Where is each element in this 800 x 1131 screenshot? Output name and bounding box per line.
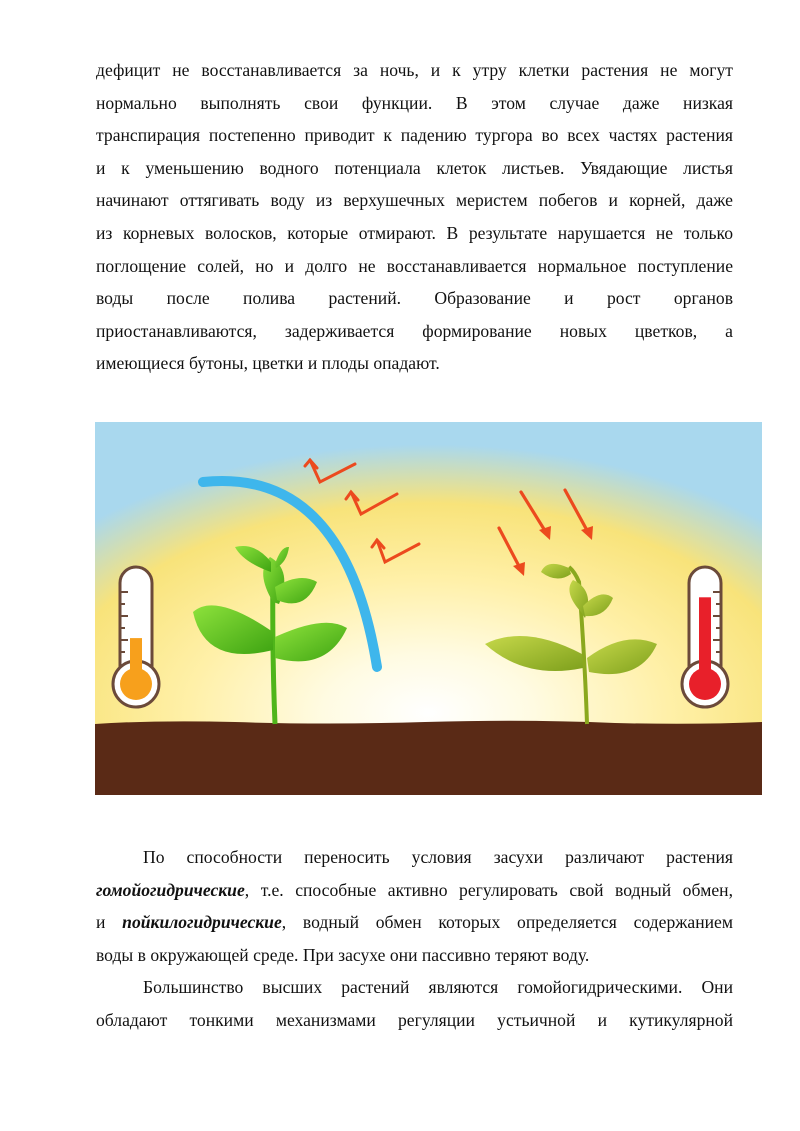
paragraph-line: По способности переносить условия засухи различают растения <box>143 847 733 867</box>
paragraph-line: транспирация постепенно приводит к падению тургора во всех частях растения <box>96 125 733 145</box>
paragraph-line: обладают тонкими механизмами регуляции устьичной и кутикулярной <box>96 1010 733 1030</box>
paragraph-line: воды в окружающей среде. При засухе они пассивно теряют воду. <box>96 945 590 965</box>
soil <box>95 721 762 795</box>
paragraph-line: гомойогидрические, т.е. способные активно регулировать свой водный обмен, <box>96 880 733 900</box>
paragraph-line: имеющиеся бутоны, цветки и плоды опадают. <box>96 353 440 373</box>
paragraph-line: начинают оттягивать воду из верхушечных меристем побегов и корней, даже <box>96 190 733 210</box>
thermometer-cool-icon <box>113 567 159 707</box>
paragraph-line: воды после полива растений. Образование и рост органов <box>96 288 733 308</box>
thermometer-hot-icon <box>682 567 728 707</box>
paragraph-line: нормально выполнять свои функции. В этом случае даже низкая <box>96 93 733 113</box>
term-poikilohydric: пойкилогидрические <box>122 912 282 932</box>
paragraph-line: Большинство высших растений являются гомойогидрическими. Они <box>143 977 733 997</box>
paragraph-line: и пойкилогидрические, водный обмен которых определяется содержанием <box>96 912 733 932</box>
paragraph-line: поглощение солей, но и долго не восстанавливается нормальное поступление <box>96 256 733 276</box>
drought-illustration <box>95 422 762 795</box>
paragraph-line: из корневых волосков, которые отмирают. В результате нарушается не только <box>96 223 733 243</box>
paragraph-line: дефицит не восстанавливается за ночь, и к утру клетки растения не могут <box>96 60 733 80</box>
term-homoiohydric: гомойогидрические <box>96 880 245 900</box>
paragraph-line: и к уменьшению водного потенциала клеток листьев. Увядающие листья <box>96 158 733 178</box>
paragraph-line: приостанавливаются, задерживается формирование новых цветков, а <box>96 321 733 341</box>
